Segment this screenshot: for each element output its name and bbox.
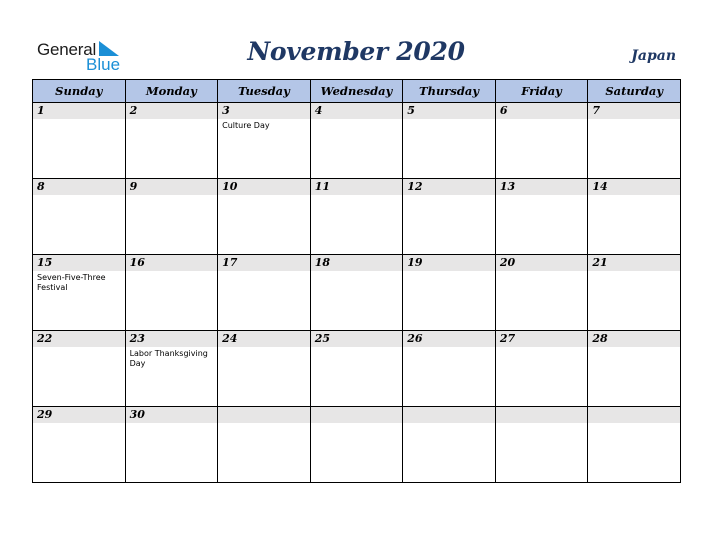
day-cell — [310, 179, 403, 255]
day-cell — [218, 179, 311, 255]
day-number: 15 — [33, 255, 125, 271]
day-number: 24 — [218, 331, 310, 347]
weekday-header: Tuesday — [218, 80, 311, 103]
day-number — [588, 407, 680, 423]
day-cell — [125, 331, 218, 407]
weekday-header: Sunday — [33, 80, 126, 103]
day-cell — [310, 407, 403, 483]
day-cell — [310, 103, 403, 179]
day-number: 27 — [496, 331, 588, 347]
day-number: 5 — [403, 103, 495, 119]
day-number: 21 — [588, 255, 680, 271]
day-cell — [33, 179, 126, 255]
day-number: 12 — [403, 179, 495, 195]
calendar-grid — [32, 79, 681, 483]
day-cell — [33, 331, 126, 407]
day-number — [218, 407, 310, 423]
day-cell — [33, 255, 126, 331]
weekday-header: Friday — [495, 80, 588, 103]
day-cell — [218, 407, 311, 483]
day-number: 28 — [588, 331, 680, 347]
week-row — [33, 407, 681, 483]
day-number: 8 — [33, 179, 125, 195]
day-number — [403, 407, 495, 423]
weekday-header: Saturday — [588, 80, 681, 103]
day-cell — [495, 103, 588, 179]
day-number: 7 — [588, 103, 680, 119]
day-number: 25 — [311, 331, 403, 347]
day-cell — [33, 407, 126, 483]
weekday-header: Monday — [125, 80, 218, 103]
day-number: 30 — [126, 407, 218, 423]
day-cell — [218, 255, 311, 331]
day-number: 13 — [496, 179, 588, 195]
logo-text-blue: Blue — [86, 55, 121, 74]
day-number: 11 — [311, 179, 403, 195]
day-cell — [403, 255, 496, 331]
day-number: 17 — [218, 255, 310, 271]
day-cell — [495, 331, 588, 407]
day-cell — [125, 255, 218, 331]
week-row — [33, 103, 681, 179]
day-number: 10 — [218, 179, 310, 195]
day-cell — [33, 103, 126, 179]
logo-text-general: General — [37, 40, 97, 59]
day-number: 22 — [33, 331, 125, 347]
day-cell — [588, 103, 681, 179]
day-number: 18 — [311, 255, 403, 271]
day-cell — [588, 331, 681, 407]
day-number: 2 — [126, 103, 218, 119]
day-cell — [403, 179, 496, 255]
day-cell — [588, 179, 681, 255]
day-number — [311, 407, 403, 423]
day-cell — [403, 103, 496, 179]
day-number: 6 — [496, 103, 588, 119]
week-row — [33, 255, 681, 331]
day-number: 1 — [33, 103, 125, 119]
day-cell — [495, 255, 588, 331]
day-number: 16 — [126, 255, 218, 271]
holiday-label: Culture Day — [222, 121, 270, 130]
calendar-title: November 2020 — [247, 37, 465, 66]
day-cell — [310, 331, 403, 407]
day-number: 23 — [126, 331, 218, 347]
day-cell — [403, 407, 496, 483]
day-cell — [588, 255, 681, 331]
day-cell — [218, 331, 311, 407]
day-cell — [495, 179, 588, 255]
holiday-label: Labor Thanksgiving Day — [129, 349, 208, 368]
day-number: 26 — [403, 331, 495, 347]
day-number: 14 — [588, 179, 680, 195]
day-cell — [310, 255, 403, 331]
day-cell — [125, 103, 218, 179]
day-number: 9 — [126, 179, 218, 195]
day-cell — [495, 407, 588, 483]
day-number: 29 — [33, 407, 125, 423]
day-number: 3 — [218, 103, 310, 119]
day-number: 19 — [403, 255, 495, 271]
weekday-header-row — [33, 80, 681, 103]
day-cell — [588, 407, 681, 483]
day-number: 20 — [496, 255, 588, 271]
day-cell — [218, 103, 311, 179]
country-label: Japan — [631, 48, 676, 64]
week-row — [33, 331, 681, 407]
day-cell — [125, 407, 218, 483]
holiday-label: Seven-Five-Three Festival — [37, 273, 106, 292]
weekday-header: Wednesday — [310, 80, 403, 103]
week-row — [33, 179, 681, 255]
weekday-header: Thursday — [403, 80, 496, 103]
day-number — [496, 407, 588, 423]
day-number: 4 — [311, 103, 403, 119]
day-cell — [403, 331, 496, 407]
day-cell — [125, 179, 218, 255]
